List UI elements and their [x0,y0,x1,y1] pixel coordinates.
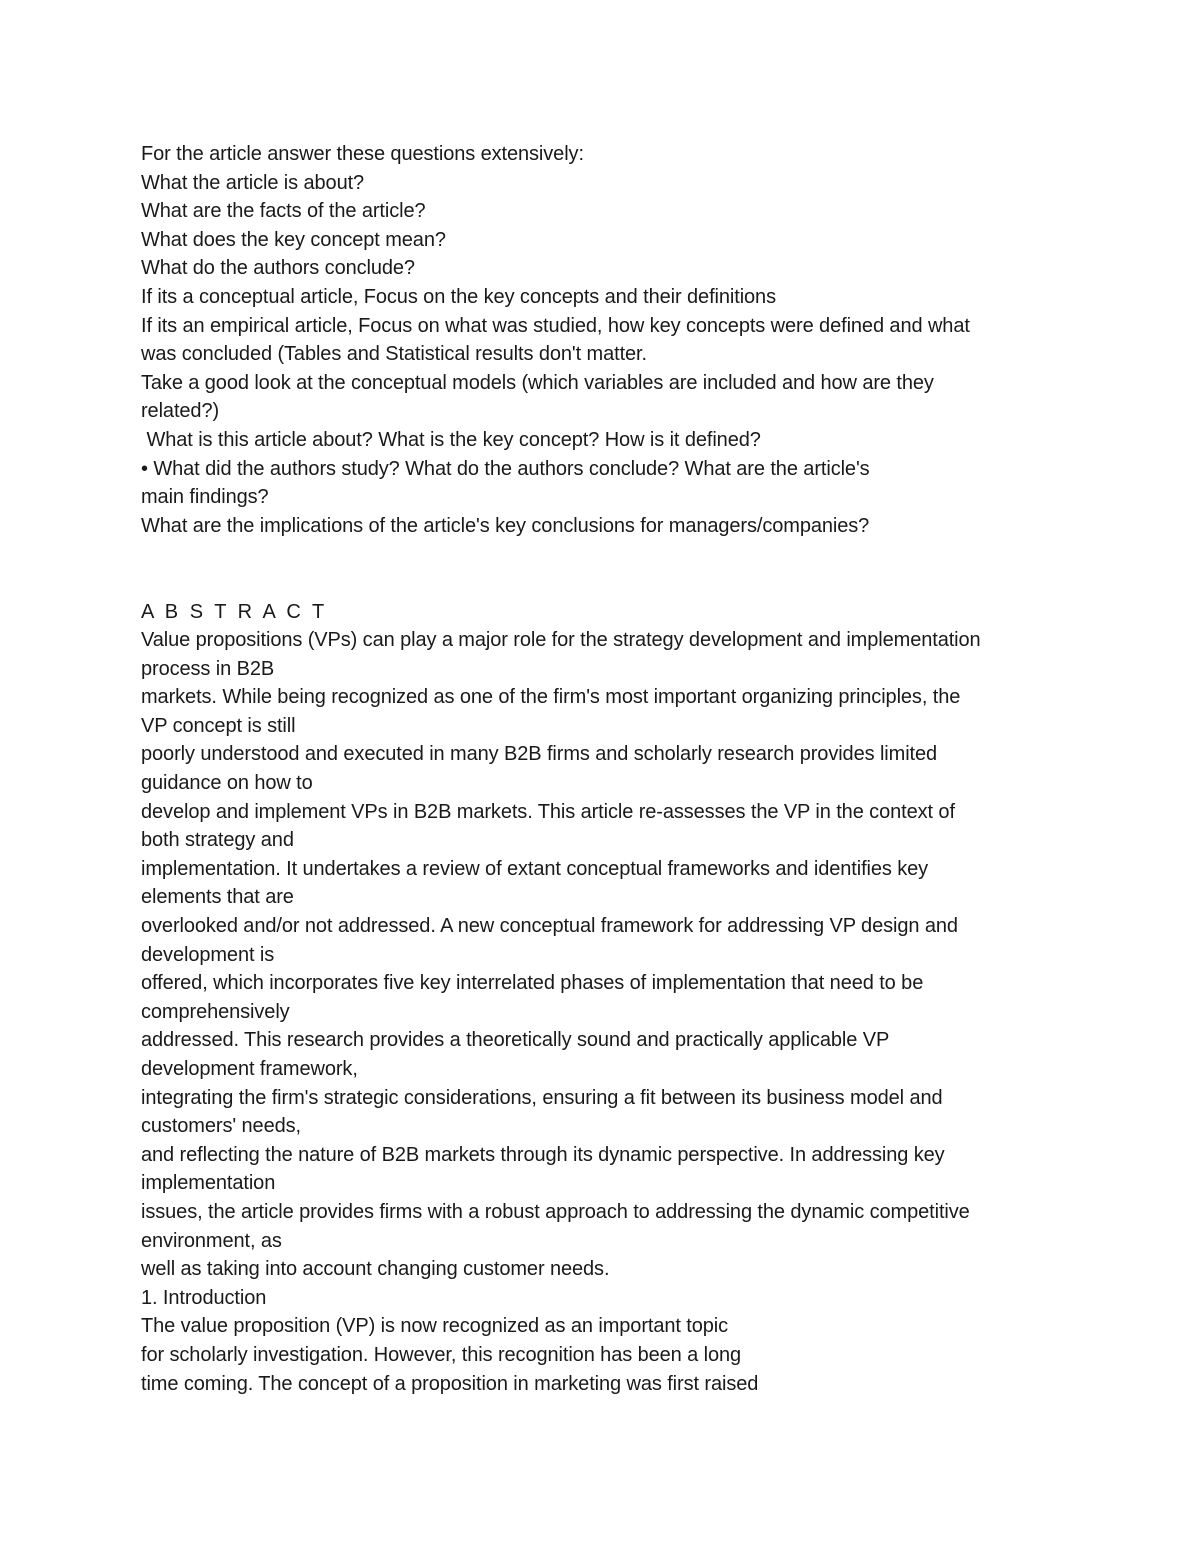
instruction-line: What are the implications of the article's key conclusions for managers/companies? [141,514,870,537]
abstract-line: process in B2B [141,657,275,680]
introduction-line: for scholarly investigation. However, this recognition has been a long [141,1343,742,1366]
instructions-block [141,140,1101,540]
abstract-line: guidance on how to [141,772,313,795]
abstract-line: integrating the firm's strategic considerations, ensuring a fit between its business model and [141,1086,943,1109]
abstract-line: offered, which incorporates five key interrelated phases of implementation that need to be [141,972,924,995]
abstract-line: VP concept is still [141,714,296,737]
instruction-line: What do the authors conclude? [141,257,415,280]
introduction-line: time coming. The concept of a proposition in marketing was first raised [141,1372,759,1395]
instruction-line: If its a conceptual article, Focus on the key concepts and their definitions [141,285,776,308]
introduction-block [141,1284,1101,1398]
instruction-line: main findings? [141,486,269,509]
document-body [141,140,1101,1398]
abstract-block [141,598,1101,1284]
abstract-line: issues, the article provides firms with a robust approach to addressing the dynamic competitive [141,1200,970,1223]
abstract-line: and reflecting the nature of B2B markets through its dynamic perspective. In addressing key [141,1143,945,1166]
instruction-line: Take a good look at the conceptual models (which variables are included and how are they [141,371,934,394]
instruction-line: What does the key concept mean? [141,228,446,251]
instruction-line: If its an empirical article, Focus on what was studied, how key concepts were defined and what [141,314,970,337]
introduction-heading: 1. Introduction [141,1286,267,1309]
abstract-line: both strategy and [141,829,294,852]
abstract-line: customers' needs, [141,1115,301,1138]
abstract-line: elements that are [141,886,294,909]
abstract-line: addressed. This research provides a theoretically sound and practically applicable VP [141,1029,890,1052]
abstract-line: development is [141,943,275,966]
abstract-line: well as taking into account changing customer needs. [141,1258,610,1281]
instruction-line: related?) [141,400,220,423]
abstract-line: overlooked and/or not addressed. A new conceptual framework for addressing VP design and [141,915,958,938]
abstract-line: develop and implement VPs in B2B markets. This article re-assesses the VP in the context of [141,800,955,823]
instruction-line: For the article answer these questions extensively: [141,143,584,165]
abstract-line: Value propositions (VPs) can play a major role for the strategy development and implementation [141,629,981,652]
abstract-line: implementation. It undertakes a review of extant conceptual frameworks and identifies key [141,857,929,880]
abstract-line: implementation [141,1172,276,1195]
abstract-line: comprehensively [141,1000,290,1023]
introduction-line: The value proposition (VP) is now recognized as an important topic [141,1315,729,1338]
abstract-line: poorly understood and executed in many B2B firms and scholarly research provides limited [141,743,938,766]
paragraph-spacer [141,540,1101,597]
abstract-heading: A B S T R A C T [141,600,328,623]
instruction-line: was concluded (Tables and Statistical results don't matter. [141,343,647,366]
abstract-line: environment, as [141,1229,282,1252]
instruction-line: What the article is about? [141,171,365,194]
abstract-line: markets. While being recognized as one of the firm's most important organizing principles, the [141,686,961,709]
instruction-line: • What did the authors study? What do the authors conclude? What are the article's [141,457,870,480]
abstract-line: development framework, [141,1058,358,1080]
instruction-line: What are the facts of the article? [141,200,426,223]
instruction-line: What is this article about? What is the key concept? How is it defined? [141,428,761,451]
